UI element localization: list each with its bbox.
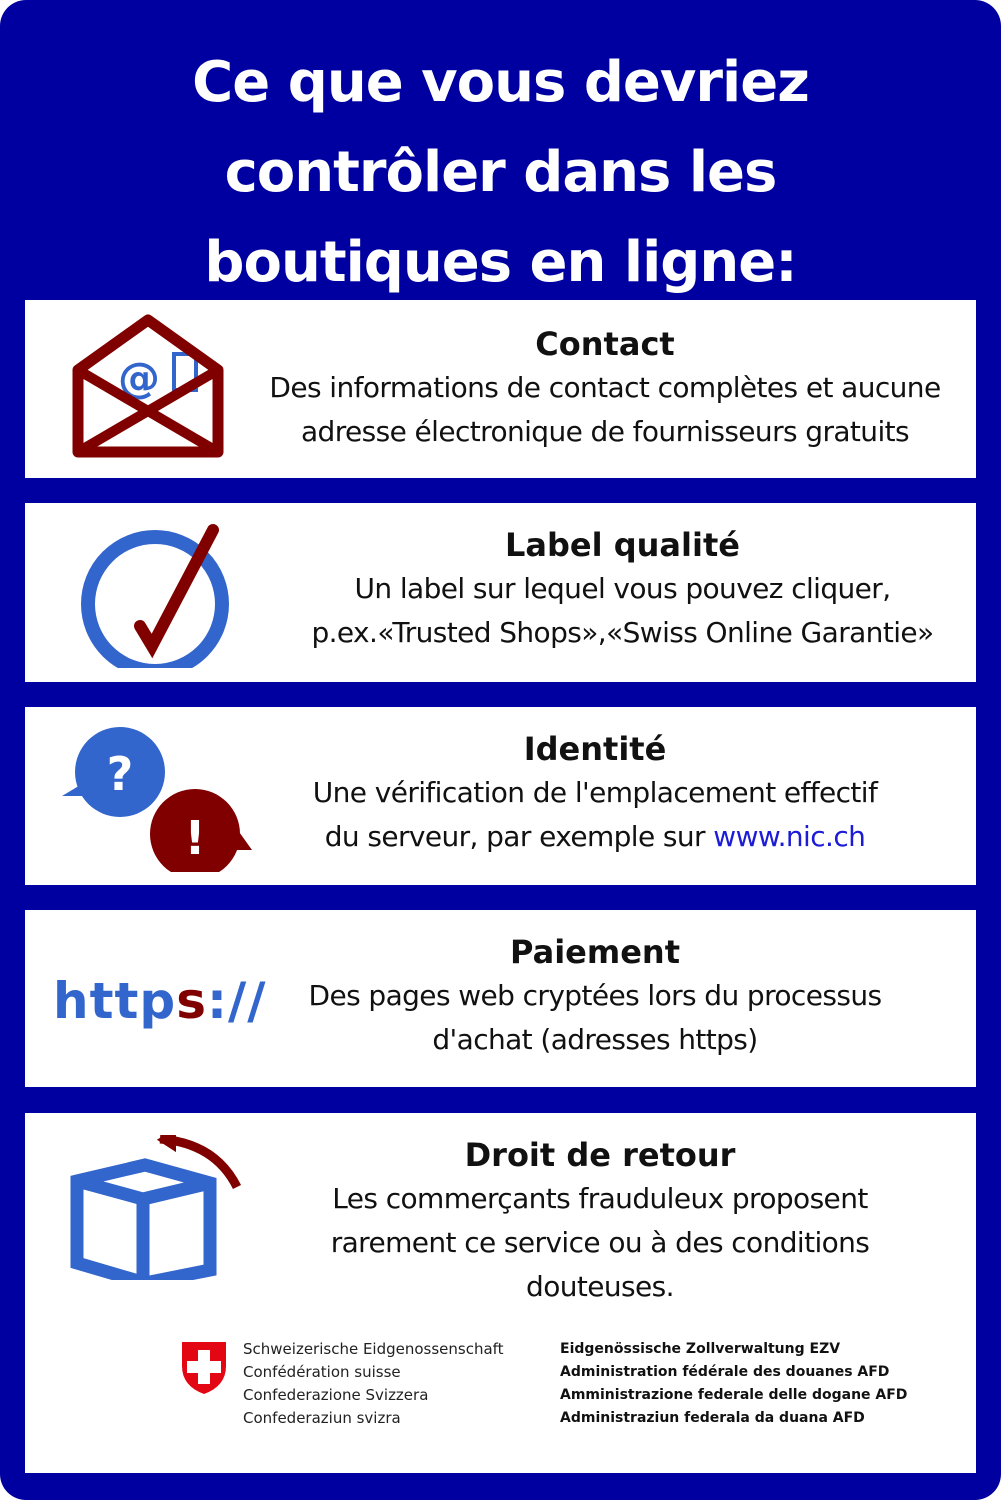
panel-contact <box>25 300 976 478</box>
footer-line: Amministrazione federale delle dogane AFD <box>560 1387 908 1403</box>
item-line: rarement ce service ou à des conditions <box>330 1226 870 1259</box>
title-line: boutiques en ligne: <box>204 230 797 295</box>
item-line: d'achat (adresses https) <box>432 1023 758 1056</box>
footer-line: Administraziun federala da duana AFD <box>560 1410 865 1426</box>
swiss-coat-of-arms-icon <box>180 1340 228 1396</box>
item-line: Les commerçants frauduleux proposent <box>332 1182 868 1215</box>
droit-de-retour-text <box>280 1133 920 1309</box>
item-line: douteuses. <box>526 1270 674 1303</box>
item-line: Des informations de contact complètes et aucune <box>269 371 941 404</box>
svg-text:!: ! <box>184 811 206 865</box>
panel-paiement <box>25 910 976 1087</box>
identite-text <box>270 727 920 859</box>
item-line: p.ex.«Trusted Shops»,«Swiss Online Garantie» <box>311 616 934 649</box>
return-box-icon <box>65 1135 255 1280</box>
title-line: Ce que vous devriez <box>192 50 809 115</box>
contact-text <box>235 322 975 454</box>
item-heading: Paiement <box>510 933 680 971</box>
https-icon: https:// <box>53 972 267 1030</box>
panel-label-qualite <box>25 503 976 682</box>
item-heading: Label qualité <box>505 526 740 564</box>
footer-line: Confederaziun svizra <box>243 1409 401 1427</box>
item-heading: Contact <box>535 325 675 363</box>
item-line: Une vérification de l'emplacement effectif <box>312 776 878 809</box>
question-exclamation-bubbles-icon <box>60 722 260 872</box>
panel-identite <box>25 707 976 885</box>
item-heading: Droit de retour <box>464 1136 736 1174</box>
item-line: Un label sur lequel vous pouvez cliquer, <box>354 572 891 605</box>
item-line: Des pages web cryptées lors du processus <box>308 979 882 1012</box>
title-line: contrôler dans les <box>224 140 777 205</box>
item-heading: Identité <box>523 730 667 768</box>
paiement-text <box>265 930 925 1062</box>
page-title <box>0 38 1001 308</box>
item-line <box>270 815 920 859</box>
item-line-text: du serveur, par exemple sur <box>324 820 714 853</box>
footer-line: Administration fédérale des douanes AFD <box>560 1364 890 1380</box>
svg-text:@: @ <box>118 353 160 402</box>
footer-line: Schweizerische Eidgenossenschaft <box>243 1340 504 1358</box>
envelope-at-icon <box>70 312 230 462</box>
checkmark-circle-icon <box>75 518 235 668</box>
footer-line: Confederazione Svizzera <box>243 1386 429 1404</box>
nic-link[interactable]: www.nic.ch <box>713 820 866 853</box>
label-qualite-text <box>270 523 975 655</box>
svg-text:?: ? <box>106 747 134 801</box>
footer-line: Confédération suisse <box>243 1363 401 1381</box>
confederation-names <box>243 1338 504 1430</box>
item-line: adresse électronique de fournisseurs gratuits <box>300 415 909 448</box>
administration-names <box>560 1338 907 1430</box>
footer-line: Eidgenössische Zollverwaltung EZV <box>560 1341 841 1357</box>
